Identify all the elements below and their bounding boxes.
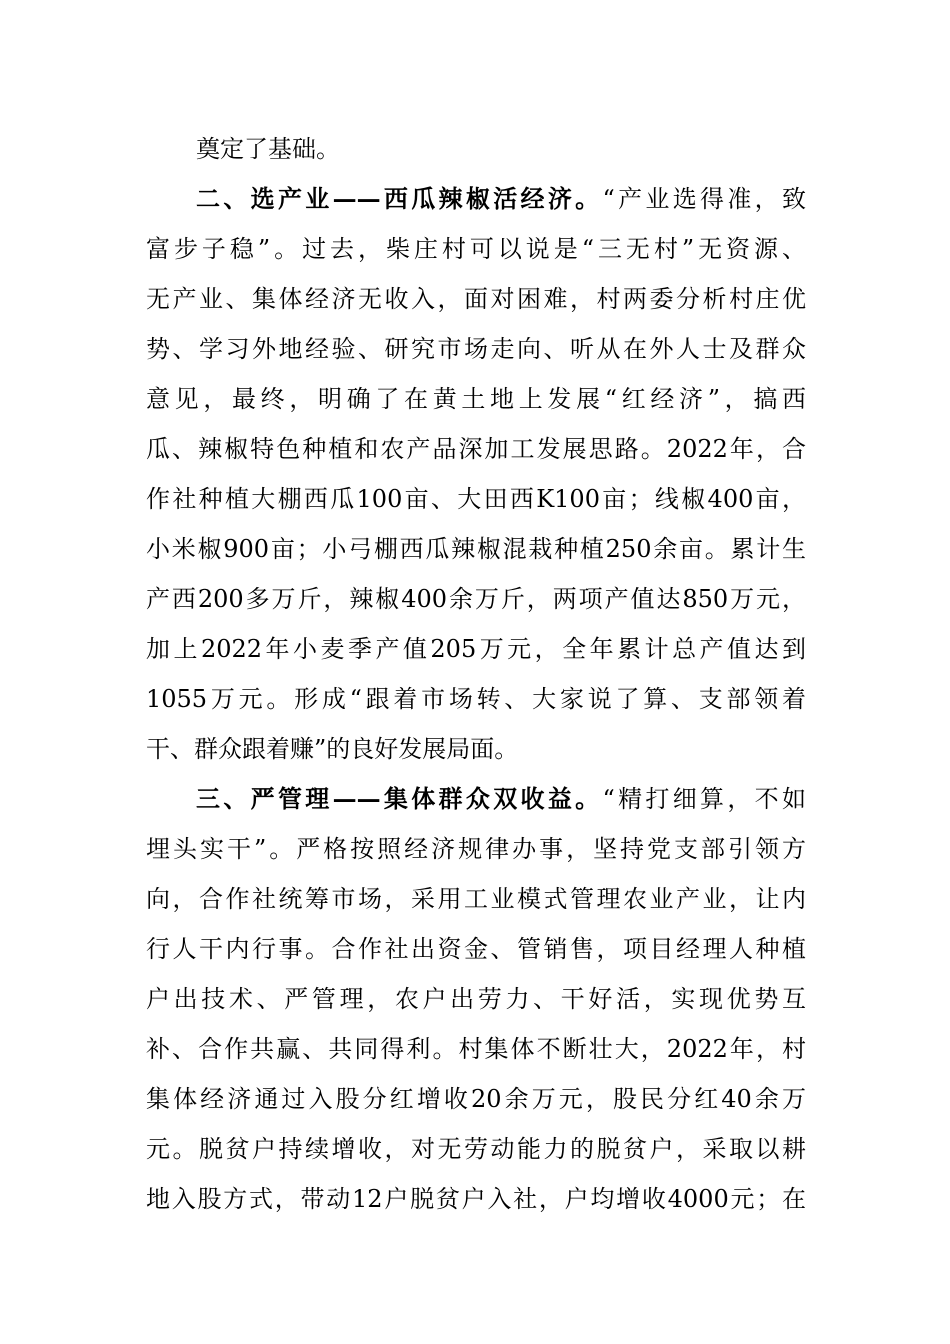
paragraph-text: 元。脱贫户持续增收，对无劳动能力的脱贫户，采取以耕 (146, 1135, 806, 1163)
paragraph-text: 作社种植大棚西瓜100亩、大田西K100亩；线椒400亩， (146, 485, 806, 513)
paragraph-line (146, 1024, 806, 1074)
paragraph-text: 产西200多万斤，辣椒400余万斤，两项产值达850万元， (146, 585, 806, 613)
paragraph-line (146, 124, 806, 174)
section-heading: 二、选产业——西瓜辣椒活经济。 (196, 184, 603, 213)
body-text (146, 124, 806, 1224)
paragraph-line (146, 224, 806, 274)
paragraph-text: 埋头实干”。严格按照经济规律办事，坚持党支部引领方 (146, 835, 806, 863)
paragraph-line (146, 1124, 806, 1174)
paragraph-line (146, 324, 806, 374)
paragraph-line (146, 274, 806, 324)
paragraph-line (146, 474, 806, 524)
paragraph-text: 集体经济通过入股分红增收20余万元，股民分红40余万 (146, 1085, 806, 1113)
paragraph-text: 无产业、集体经济无收入，面对困难，村两委分析村庄优 (146, 285, 806, 313)
paragraph-line (146, 674, 806, 724)
paragraph-text: 瓜、辣椒特色种植和农产品深加工发展思路。2022年，合 (146, 435, 806, 463)
paragraph-line (146, 524, 806, 574)
paragraph-text: 加上2022年小麦季产值205万元，全年累计总产值达到 (146, 635, 806, 663)
paragraph-line (146, 824, 806, 874)
paragraph-text: 户出技术、严管理，农户出劳力、干好活，实现优势互 (146, 985, 806, 1013)
paragraph-line (146, 974, 806, 1024)
paragraph-line (146, 374, 806, 424)
paragraph-text: “精打细算，不如 (602, 785, 806, 813)
paragraph-text: 奠定了基础。 (196, 135, 340, 163)
paragraph-line (146, 624, 806, 674)
paragraph-line (146, 574, 806, 624)
paragraph-line (146, 1074, 806, 1124)
paragraph-line (146, 1174, 806, 1224)
paragraph-line (146, 874, 806, 924)
paragraph-text: 势、学习外地经验、研究市场走向、听从在外人士及群众 (146, 335, 806, 363)
paragraph-text: 行人干内行事。合作社出资金、管销售，项目经理人种植 (146, 935, 806, 963)
paragraph-text: 干、群众跟着赚”的良好发展局面。 (146, 735, 519, 763)
paragraph-text: “产业选得准，致 (602, 185, 806, 213)
paragraph-line (146, 424, 806, 474)
paragraph-text: 补、合作共赢、共同得利。村集体不断壮大，2022年，村 (146, 1035, 806, 1063)
paragraph-text: 1055万元。形成“跟着市场转、大家说了算、支部领着 (146, 685, 806, 713)
paragraph-line (146, 924, 806, 974)
section-heading-line (146, 774, 806, 824)
paragraph-text: 向，合作社统筹市场，采用工业模式管理农业产业，让内 (146, 885, 806, 913)
section-heading-line (146, 174, 806, 224)
paragraph-text: 小米椒900亩；小弓棚西瓜辣椒混栽种植250余亩。累计生 (146, 535, 806, 563)
paragraph-text: 意见，最终，明确了在黄土地上发展“红经济”，搞西 (146, 385, 806, 413)
paragraph-text: 地入股方式，带动12户脱贫户入社，户均增收4000元；在 (146, 1185, 806, 1213)
section-heading: 三、严管理——集体群众双收益。 (196, 784, 603, 813)
paragraph-text: 富步子稳”。过去，柴庄村可以说是“三无村”无资源、 (146, 235, 806, 263)
paragraph-line (146, 724, 806, 774)
